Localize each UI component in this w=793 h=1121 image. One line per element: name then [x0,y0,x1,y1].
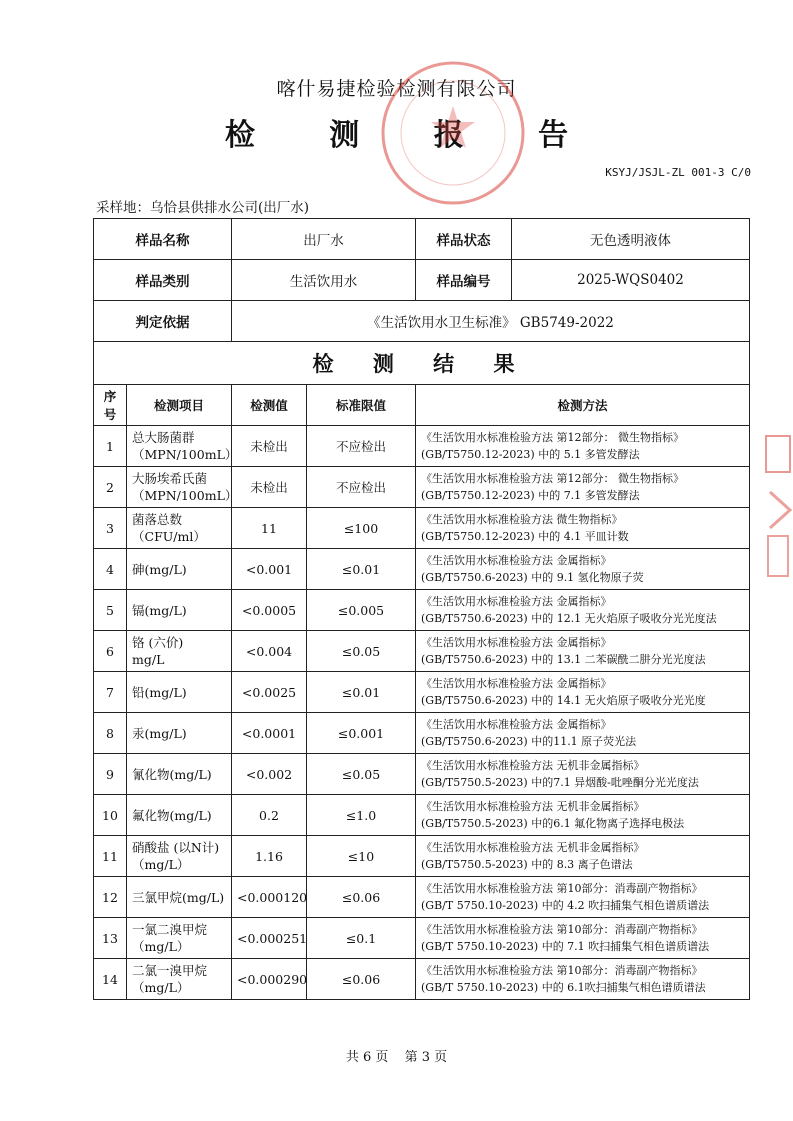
test-value: <0.0005 [232,590,307,631]
test-item [127,713,232,754]
test-item-name: 大肠埃希氏菌 [132,471,208,486]
sampling-location: 采样地：乌恰县供排水公司(出厂水) [96,200,310,216]
sample-type-value: 生活饮用水 [232,260,416,301]
test-item [127,918,232,959]
sample-no-value: 2025-WQS0402 [512,260,750,301]
info-row-sample-name [94,219,750,260]
test-value: 未检出 [232,467,307,508]
test-value: <0.001 [232,549,307,590]
test-method-standard: 《生活饮用水标准检验方法 金属指标》 [421,718,612,731]
test-item-name: 一氯二溴甲烷 [132,922,208,937]
table-row [94,795,750,836]
standard-limit: ≤0.1 [307,918,416,959]
document-number: KSYJ/JSJL-ZL 001-3 C/0 [605,166,751,179]
test-item [127,836,232,877]
test-item-name: 镉(mg/L) [132,602,187,618]
test-method [416,754,750,795]
total-pages: 共 6 页 [345,1050,389,1065]
standard-limit: ≤0.05 [307,754,416,795]
col-header-no: 序号 [94,385,127,426]
test-item-name: 总大肠菌群 [132,430,195,445]
test-item-name: 砷(mg/L) [132,561,187,577]
standard-limit: 不应检出 [307,467,416,508]
test-item-unit: （CFU/ml） [132,529,206,544]
test-value: <0.000290 [232,959,307,1000]
table-row [94,836,750,877]
standard-limit: ≤0.05 [307,631,416,672]
test-item-unit: （mg/L） [132,980,190,995]
test-item-name: 氟化物(mg/L) [132,807,212,823]
sample-name-label: 样品名称 [94,219,232,260]
test-method-standard: 《生活饮用水标准检验方法 无机非金属指标》 [421,759,645,772]
test-method [416,836,750,877]
test-item [127,672,232,713]
test-item-name: 汞(mg/L) [132,725,187,741]
test-method [416,467,750,508]
test-value: <0.004 [232,631,307,672]
test-method-clause: (GB/T5750.6-2023) 中的 9.1 氢化物原子荧 [421,571,644,584]
row-number: 3 [94,508,127,549]
test-method-standard: 《生活饮用水标准检验方法 金属指标》 [421,636,612,649]
basis-value: 《生活饮用水卫生标准》 GB5749-2022 [232,301,750,342]
test-item-name: 氰化物(mg/L) [132,766,212,782]
test-method-clause: (GB/T5750.6-2023) 中的11.1 原子荧光法 [421,735,637,748]
row-number: 4 [94,549,127,590]
test-item [127,877,232,918]
standard-limit: ≤0.01 [307,672,416,713]
test-method [416,713,750,754]
test-item-name: 二氯一溴甲烷 [132,963,208,978]
test-method-clause: (GB/T5750.5-2023) 中的6.1 氟化物离子选择电极法 [421,817,685,830]
row-number: 7 [94,672,127,713]
test-item [127,426,238,467]
row-number: 10 [94,795,127,836]
row-number: 12 [94,877,127,918]
col-header-value: 检测值 [232,385,307,426]
test-method-standard: 《生活饮用水标准检验方法 第12部分： 微生物指标》 [421,472,684,485]
table-row [94,918,750,959]
page-footer [0,1046,793,1065]
table-row [94,467,750,508]
results-section-row [94,342,750,385]
test-value: 0.2 [232,795,307,836]
test-method [416,672,750,713]
table-row [94,959,750,1000]
test-method-standard: 《生活饮用水标准检验方法 第10部分：消毒副产物指标》 [421,923,703,936]
test-item-unit: （MPN/100mL） [132,447,238,462]
report-title: 检 测 报 告 [224,118,601,153]
test-value: <0.000251 [232,918,307,959]
test-method-clause: (GB/T 5750.10-2023) 中的 4.2 吹扫捕集气相色谱质谱法 [421,899,710,912]
test-method-clause: (GB/T5750.5-2023) 中的 8.3 离子色谱法 [421,858,633,871]
report-table [93,218,750,1000]
test-value: 11 [232,508,307,549]
table-row [94,672,750,713]
test-method-clause: (GB/T5750.12-2023) 中的 5.1 多管发酵法 [421,448,640,461]
row-number: 11 [94,836,127,877]
test-method-clause: (GB/T5750.6-2023) 中的 14.1 无火焰原子吸收分光光度 [421,694,706,707]
info-row-basis [94,301,750,342]
test-method [416,795,750,836]
results-title: 检 测 结 果 [94,342,750,385]
test-method-standard: 《生活饮用水标准检验方法 第10部分：消毒副产物指标》 [421,882,703,895]
test-method [416,508,750,549]
test-method-standard: 《生活饮用水标准检验方法 金属指标》 [421,677,612,690]
table-row [94,754,750,795]
sample-no-label: 样品编号 [416,260,512,301]
col-header-method: 检测方法 [416,385,750,426]
test-item-unit: （mg/L） [132,857,190,872]
standard-limit: ≤0.001 [307,713,416,754]
sample-type-label: 样品类别 [94,260,232,301]
test-value: 未检出 [232,426,307,467]
test-item [127,549,232,590]
test-method-clause: (GB/T5750.12-2023) 中的 7.1 多管发酵法 [421,489,640,502]
standard-limit: ≤0.01 [307,549,416,590]
test-method-standard: 《生活饮用水标准检验方法 微生物指标》 [421,513,623,526]
basis-label: 判定依据 [94,301,232,342]
info-row-sample-type [94,260,750,301]
test-method-clause: (GB/T5750.6-2023) 中的 12.1 无火焰原子吸收分光光度法 [421,612,717,625]
test-method [416,877,750,918]
test-method-clause: (GB/T5750.6-2023) 中的 13.1 二苯碳酰二肼分光光度法 [421,653,706,666]
company-name: 喀什易捷检验检测有限公司 [276,78,517,100]
row-number: 8 [94,713,127,754]
table-row [94,590,750,631]
test-item [127,631,232,672]
test-item-name: 三氯甲烷(mg/L) [132,889,225,905]
test-value: <0.000120 [232,877,307,918]
standard-limit: ≤0.06 [307,959,416,1000]
table-header-row [94,385,750,426]
test-item-unit: （MPN/100mL） [132,488,238,503]
test-method [416,549,750,590]
standard-limit: ≤10 [307,836,416,877]
test-method-standard: 《生活饮用水标准检验方法 第10部分：消毒副产物指标》 [421,964,703,977]
standard-limit: ≤100 [307,508,416,549]
test-item-unit: mg/L [132,652,165,667]
test-method [416,918,750,959]
test-method [416,959,750,1000]
test-item [127,508,232,549]
row-number: 5 [94,590,127,631]
test-item-name: 菌落总数 [132,512,183,527]
standard-limit: ≤0.06 [307,877,416,918]
test-method [416,590,750,631]
sample-state-value: 无色透明液体 [512,219,750,260]
test-method-standard: 《生活饮用水标准检验方法 金属指标》 [421,595,612,608]
row-number: 1 [94,426,127,467]
table-row [94,713,750,754]
col-header-item: 检测项目 [127,385,232,426]
test-method-clause: (GB/T5750.12-2023) 中的 4.1 平皿计数 [421,530,629,543]
test-method-clause: (GB/T5750.5-2023) 中的7.1 异烟酸-吡唑酮分光光度法 [421,776,699,789]
col-header-limit: 标准限值 [307,385,416,426]
test-item [127,467,238,508]
row-number: 6 [94,631,127,672]
test-item [127,754,232,795]
test-method [416,426,750,467]
test-value: <0.002 [232,754,307,795]
standard-limit: ≤0.005 [307,590,416,631]
test-method-standard: 《生活饮用水标准检验方法 第12部分： 微生物指标》 [421,431,684,444]
table-row [94,426,750,467]
table-row [94,877,750,918]
row-number: 2 [94,467,127,508]
test-method-clause: (GB/T 5750.10-2023) 中的 6.1吹扫捕集气相色谱质谱法 [421,981,706,994]
table-row [94,631,750,672]
test-method-standard: 《生活饮用水标准检验方法 无机非金属指标》 [421,841,645,854]
test-value: <0.0001 [232,713,307,754]
test-item-unit: （mg/L） [132,939,190,954]
table-row [94,549,750,590]
test-item [127,590,232,631]
table-row [94,508,750,549]
test-method-standard: 《生活饮用水标准检验方法 金属指标》 [421,554,612,567]
test-item [127,959,232,1000]
row-number: 13 [94,918,127,959]
test-value: 1.16 [232,836,307,877]
standard-limit: ≤1.0 [307,795,416,836]
test-method-clause: (GB/T 5750.10-2023) 中的 7.1 吹扫捕集气相色谱质谱法 [421,940,710,953]
row-number: 14 [94,959,127,1000]
test-item [127,795,232,836]
result-rows [94,426,750,1000]
test-method-standard: 《生活饮用水标准检验方法 无机非金属指标》 [421,800,645,813]
sample-state-label: 样品状态 [416,219,512,260]
test-item-name: 硝酸盐 (以N计) [132,840,220,855]
current-page: 第 3 页 [404,1050,448,1065]
test-method [416,631,750,672]
test-item-name: 铬 (六价) [132,635,184,650]
test-value: <0.0025 [232,672,307,713]
sample-name-value: 出厂水 [232,219,416,260]
row-number: 9 [94,754,127,795]
standard-limit: 不应检出 [307,426,416,467]
cross-page-seal-stamp [762,432,793,582]
test-item-name: 铅(mg/L) [132,684,187,700]
